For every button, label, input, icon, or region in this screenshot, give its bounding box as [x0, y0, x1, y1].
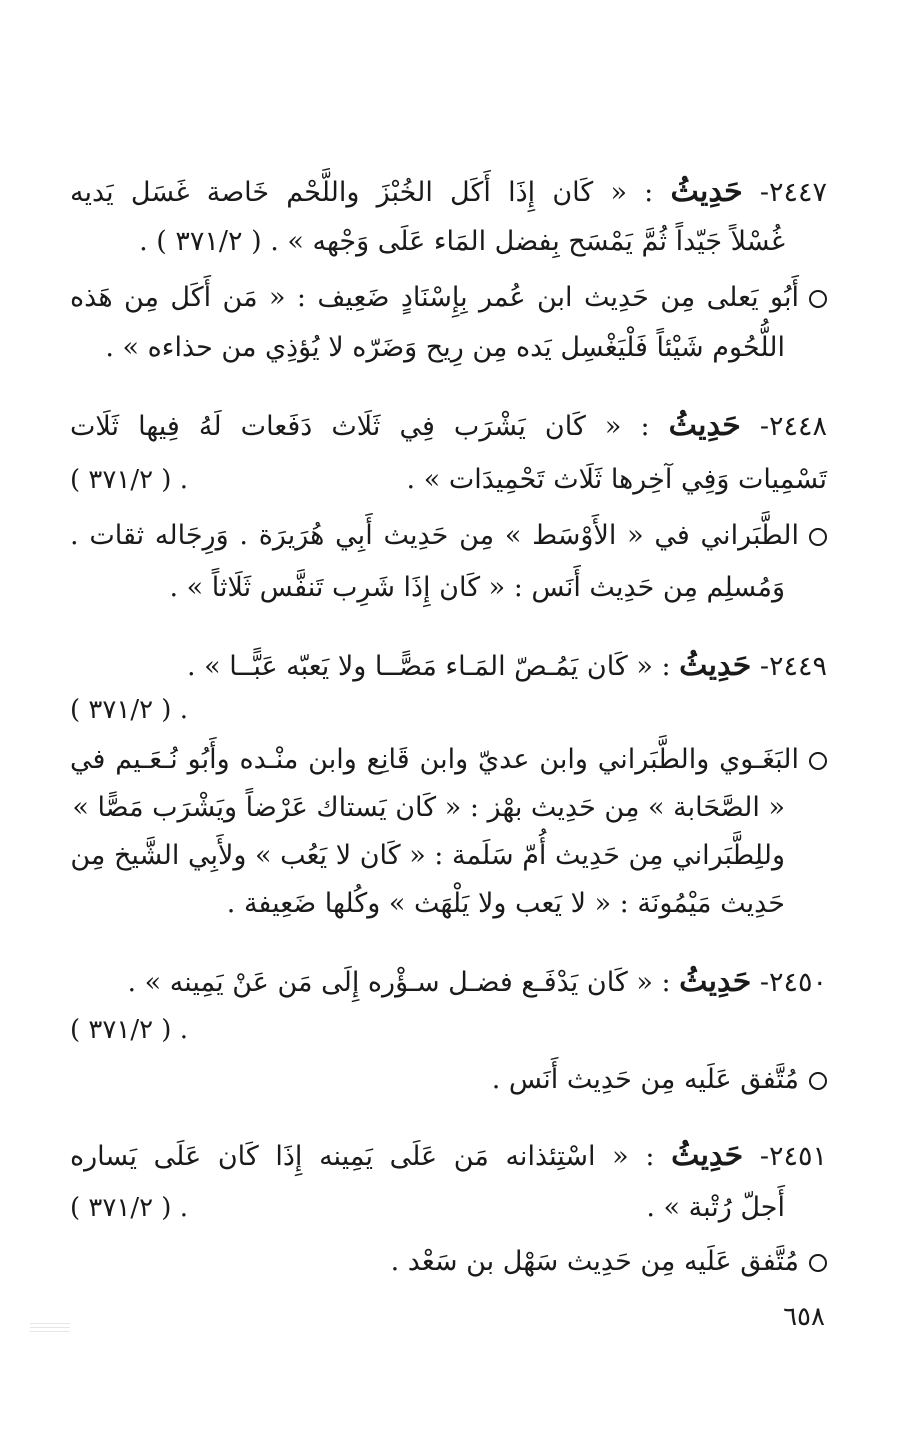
circle-bullet-icon	[809, 528, 827, 546]
entry-number: ٢٤٤٨-	[759, 411, 827, 442]
entry-text: : « كَان يَدْفَـع فضـل سـؤْره إِلَى مَن عَنْ يَمِينه » .	[127, 967, 671, 998]
note-text: مُتَّفق عَلَيه مِن حَدِيث أَنَس .	[491, 1064, 799, 1095]
entry-2451-line-1	[70, 1136, 827, 1177]
note-text: البَغَـوي والطَّبَراني وابن عديّ وابن قَانِع وابن منْـده وأَبُو نُـعَـيم في	[70, 744, 799, 775]
volume-reference: ( ٣٧١/٢ ) .	[70, 1193, 188, 1223]
circle-bullet-icon	[809, 290, 827, 308]
hadith-keyword: حَدِيثُ	[671, 1138, 744, 1173]
note-text: أَبُو يَعلى مِن حَدِيث ابن عُمر بِإِسْنَادٍ ضَعِيف : « مَن أَكَل مِن هَذه	[70, 282, 799, 313]
entry-2449-line-1	[187, 646, 827, 687]
entry-2449-note-3: وللِطَّبَراني مِن حَدِيث أُمّ سَلَمة : « كَان لا يَعُب » ولأَبِي الشَّيخ مِن	[70, 840, 785, 871]
page-body	[70, 150, 827, 1330]
entry-2448-line-1	[70, 406, 827, 447]
volume-reference: ( ٣٧١/٢ ) .	[70, 465, 188, 495]
entry-2450-line-1	[128, 962, 828, 1003]
entry-text: : « كَان يَشْرَب فِي ثَلَاث دَفَعات لَهُ فِيها ثَلَات	[70, 411, 650, 442]
entry-text: : « كَان يَمُـصّ المَـاء مَصًّــا ولا يَعبّه عَبًّــا » .	[187, 651, 671, 682]
entry-2447-note-1	[70, 278, 827, 318]
hadith-keyword: حَدِيثُ	[668, 408, 741, 443]
hadith-keyword: حَدِيثُ	[679, 964, 752, 999]
note-text: مُتَّفق عَلَيه مِن حَدِيث سَهْل بن سَعْد .	[390, 1246, 799, 1277]
entry-2449-note-1	[70, 740, 827, 780]
entry-2451-note-1	[391, 1242, 827, 1282]
entry-2449-note-4: حَدِيث مَيْمُونَة : « لا يَعب ولا يَلْهَث » وكُلها ضَعِيفة .	[226, 888, 785, 919]
circle-bullet-icon	[809, 752, 827, 770]
entry-text: : « كَان إِذَا أَكَل الخُبْزَ واللَّحْم خَاصة غَسَل يَديه	[70, 177, 654, 208]
entry-number: ٢٤٤٩-	[759, 651, 827, 682]
entry-2447-line-2: غُسْلاً جَيّداً ثُمَّ يَمْسَح بِفضل المَاء عَلَى وَجْهه » . ( ٣٧١/٢ ) .	[139, 226, 785, 257]
entry-2448-note-1	[70, 516, 827, 556]
entry-2448-note-2: وَمُسلِم مِن حَدِيث أَنَس : « كَان إِذَا شَرِب تَنفَّس ثَلَاثاً » .	[169, 572, 785, 603]
entry-number: ٢٤٤٧-	[759, 177, 827, 208]
entry-number: ٢٤٥١-	[759, 1141, 828, 1172]
entry-number: ٢٤٥٠-	[759, 967, 827, 998]
entry-text: : « اسْتِئذانه مَن عَلَى يَمِينه إِذَا كَان عَلَى يَساره	[70, 1141, 655, 1172]
volume-reference: ( ٣٧١/٢ ) .	[70, 1015, 188, 1045]
entry-2447-line-1	[70, 172, 827, 213]
circle-bullet-icon	[809, 1254, 827, 1272]
hadith-keyword: حَدِيثُ	[679, 648, 752, 683]
entry-2448-line-2: تَسْمِيات وَفِي آخِرها ثَلَاث تَحْمِيدَات » .	[406, 464, 827, 495]
note-text: الطَّبَراني في « الأَوْسَط » مِن حَدِيث أَبِي هُرَيرَة . وَرِجَاله ثقات .	[70, 520, 799, 551]
entry-2451-line-2: أَجلّ رُتْبة » .	[646, 1192, 785, 1223]
entry-2447-note-2: اللُّحُوم شَيْئاً فَلْيَغْسِل يَده مِن رِيح وَضَرّه لا يُؤذِي من حذاءه » .	[105, 332, 785, 363]
margin-mark	[30, 1320, 70, 1340]
page-number: ٦٥٨	[783, 1302, 825, 1332]
circle-bullet-icon	[809, 1072, 827, 1090]
hadith-keyword: حَدِيثُ	[670, 174, 743, 209]
entry-2450-note-1	[492, 1060, 827, 1100]
entry-2449-note-2: « الصَّحَابة » مِن حَدِيث بهْز : « كَان يَستاك عَرْضاً ويَشْرَب مَصًّا »	[72, 792, 785, 823]
volume-reference: ( ٣٧١/٢ ) .	[70, 695, 188, 725]
